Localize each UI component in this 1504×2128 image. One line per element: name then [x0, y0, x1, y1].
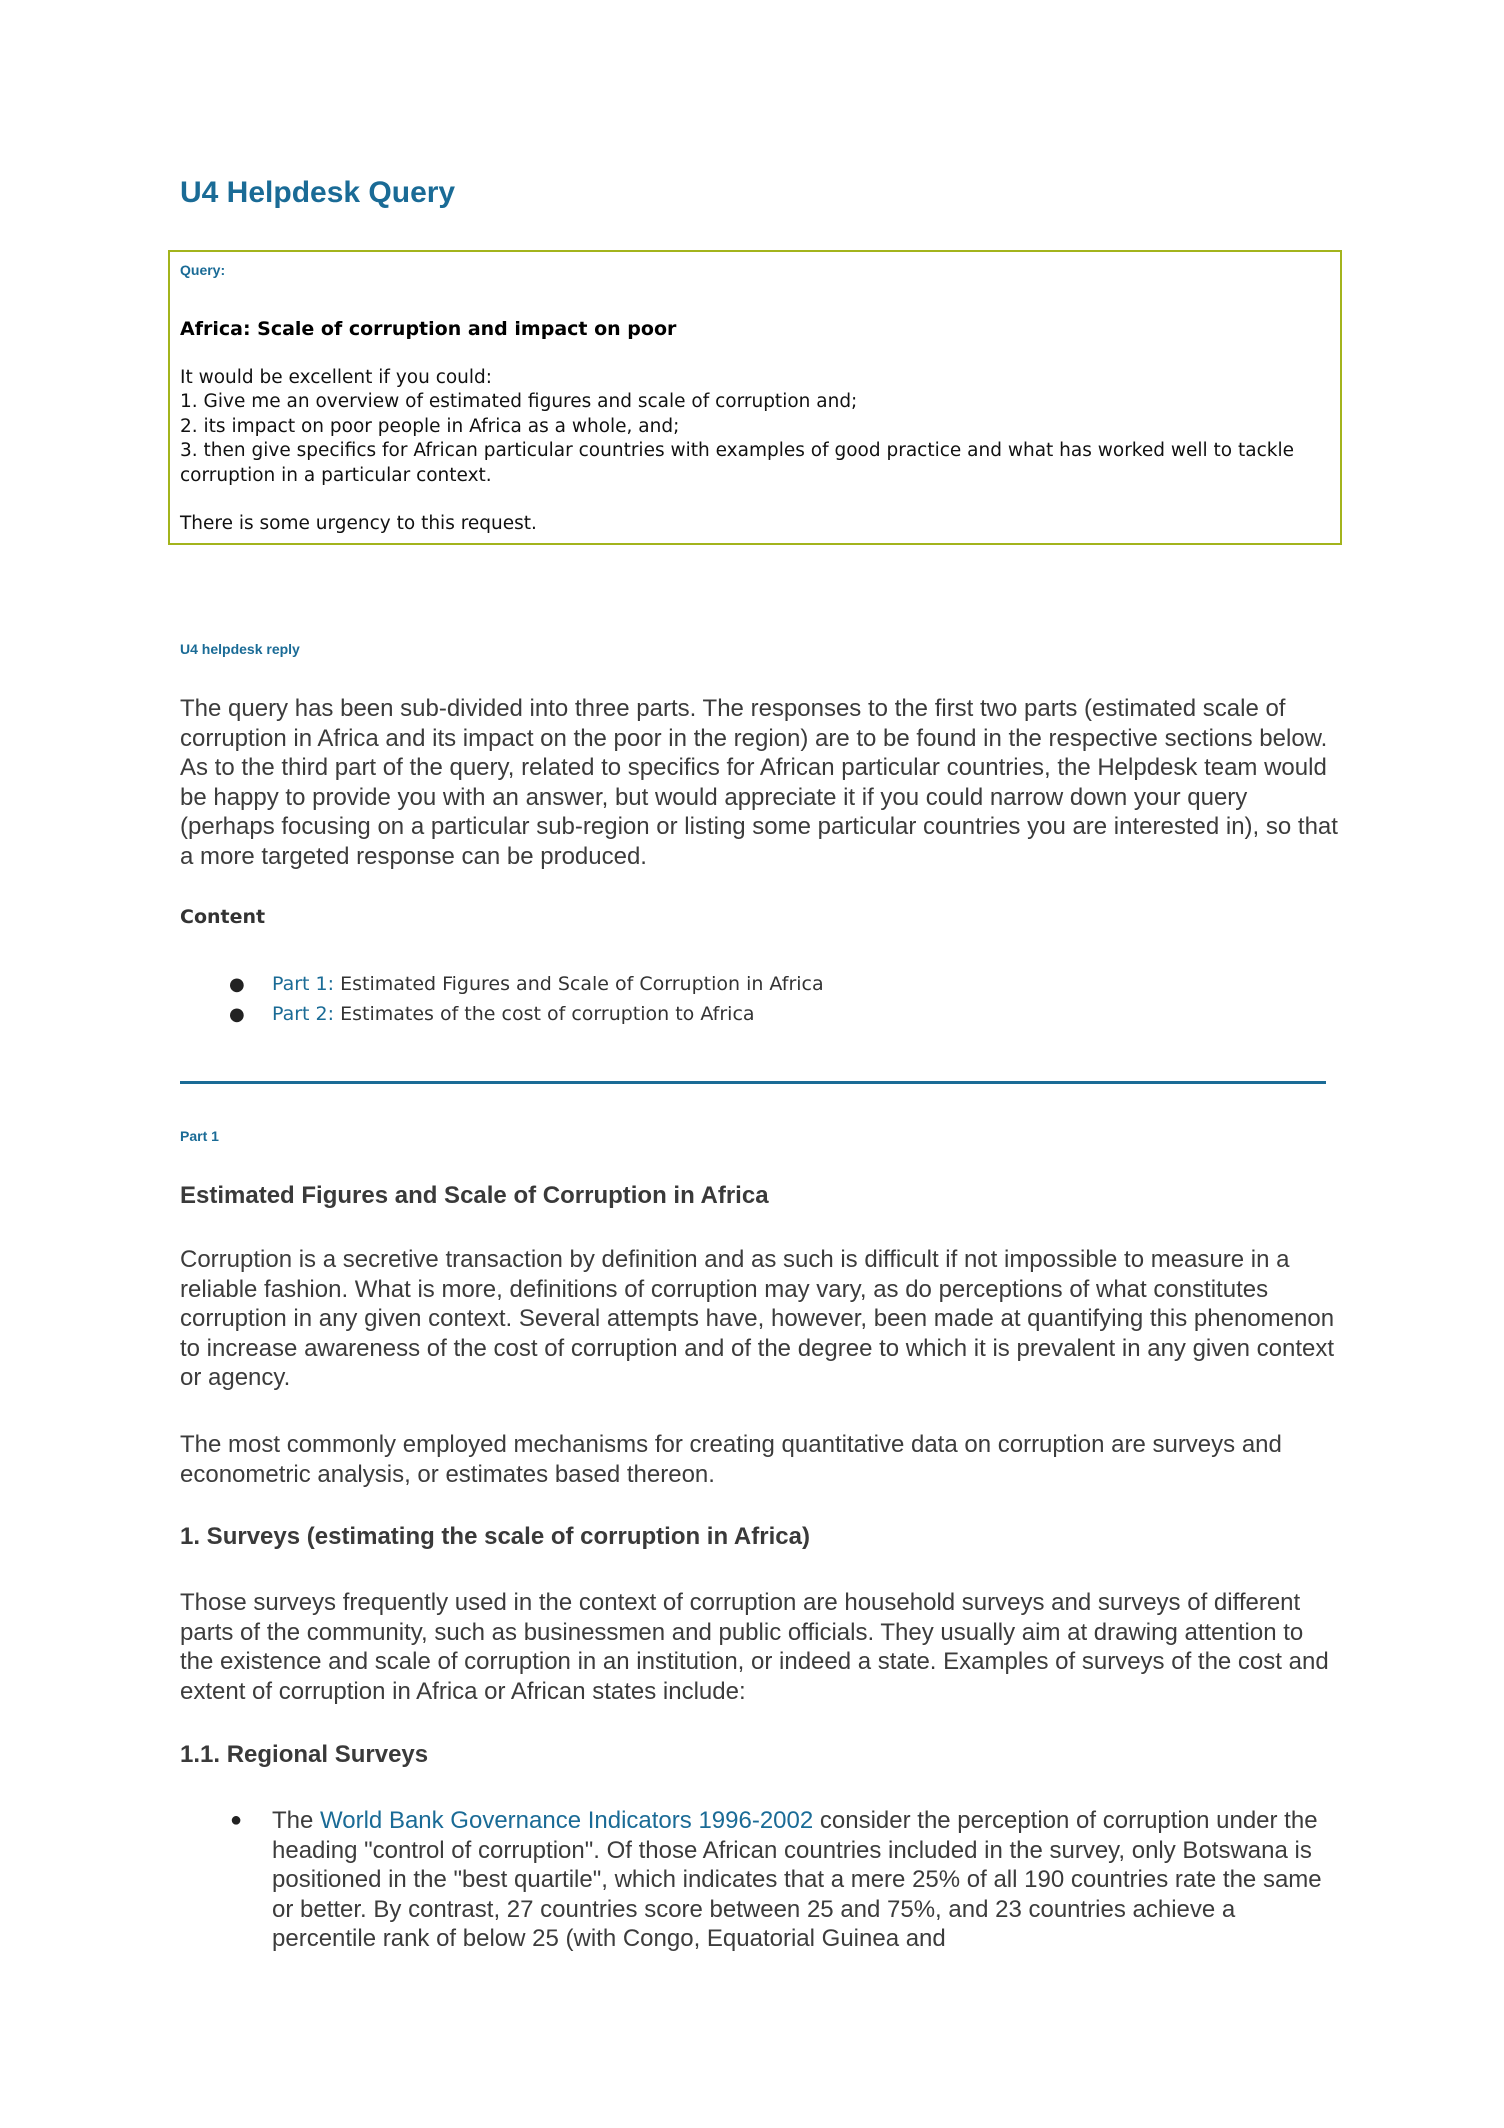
bullet-icon: ● — [229, 1003, 245, 1025]
bullet-icon: ● — [229, 974, 245, 995]
bullet-icon: ● — [230, 1809, 243, 1831]
part1-paragraph-1: Corruption is a secretive transaction by definition and as such is difficult if not impossible to measure in a reliable fashion. What is more, definitions of corruption may vary, as do perceptions of what constitutes corruption in any given context. Several attempts have, however, been made at quantifying this phenomenon to increase awareness of the cost of corruption and of the degree to which it is prevalent in any given context or agency. — [180, 1246, 1335, 1392]
toc-link-part-2[interactable]: Part 2: — [272, 1002, 335, 1025]
list-item — [180, 1806, 1340, 1954]
part1-label: Part 1 — [180, 1128, 219, 1144]
surveys-heading: 1. Surveys (estimating the scale of corruption in Africa) — [180, 1523, 810, 1550]
reply-paragraph: The query has been sub-divided into three parts. The responses to the first two parts (estimated scale of corruption in Africa and its impact on the poor in the region) are to be found in the respective sections below. As to the third part of the query, related to specifics for African particular countries, the Helpdesk team would be happy to provide you with an answer, but would appreciate it if you could narrow down your query (perhaps focusing on a particular sub-region or listing some particular countries you are interested in), so that a more targeted response can be produced. — [180, 695, 1338, 870]
query-item: 1. Give me an overview of estimated figures and scale of corruption and; — [180, 391, 858, 413]
content-heading: Content — [180, 906, 266, 928]
query-body — [180, 366, 1330, 536]
toc-link-part-1[interactable]: Part 1: — [272, 973, 335, 995]
toc-item — [180, 1000, 824, 1030]
list-item-text: consider the perception of corruption under the heading "control of corruption". Of those African countries included in the survey, only Botswana is positioned in the "best quartile", which indicates that a mere 25% of all 190 countries rate the same or better. By contrast, 27 countries score between 25 and 75%, and 23 countries achieve a percentile rank of below 25 (with Congo, Equatorial Guinea and — [272, 1807, 1322, 1953]
query-title: Africa: Scale of corruption and impact on poor — [180, 318, 677, 340]
toc-item — [180, 970, 824, 1000]
world-bank-indicators-link[interactable]: World Bank Governance Indicators 1996-2002 — [320, 1807, 814, 1834]
section-divider — [180, 1081, 1326, 1084]
query-item: 2. its impact on poor people in Africa as a whole, and; — [180, 415, 680, 437]
query-item: 3. then give specifics for African particular countries with examples of good practice and what has worked well to tackle corruption in a particular context. — [180, 440, 1294, 486]
reply-label: U4 helpdesk reply — [180, 641, 300, 657]
query-label: Query: — [180, 262, 226, 278]
regional-surveys-heading: 1.1. Regional Surveys — [180, 1741, 429, 1768]
table-of-contents — [180, 970, 824, 1029]
part1-paragraph-2: The most commonly employed mechanisms for creating quantitative data on corruption are surveys and econometric analysis, or estimates based thereon. — [180, 1431, 1282, 1488]
query-closing: There is some urgency to this request. — [180, 513, 537, 535]
regional-surveys-list — [180, 1806, 1340, 1954]
list-item-prefix: The — [272, 1807, 321, 1834]
toc-item-text: Estimated Figures and Scale of Corruption in Africa — [334, 973, 824, 995]
surveys-paragraph: Those surveys frequently used in the context of corruption are household surveys and surveys of different parts of the community, such as businessmen and public officials. They usually aim at drawing attention to the existence and scale of corruption in an institution, or indeed a state. Examples of surveys of the cost and extent of corruption in Africa or African states include: — [180, 1589, 1329, 1705]
toc-item-text: Estimates of the cost of corruption to Africa — [334, 1002, 755, 1025]
part1-heading: Estimated Figures and Scale of Corruption in Africa — [180, 1182, 769, 1209]
page-title: U4 Helpdesk Query — [180, 176, 456, 209]
query-intro: It would be excellent if you could: — [180, 367, 493, 388]
